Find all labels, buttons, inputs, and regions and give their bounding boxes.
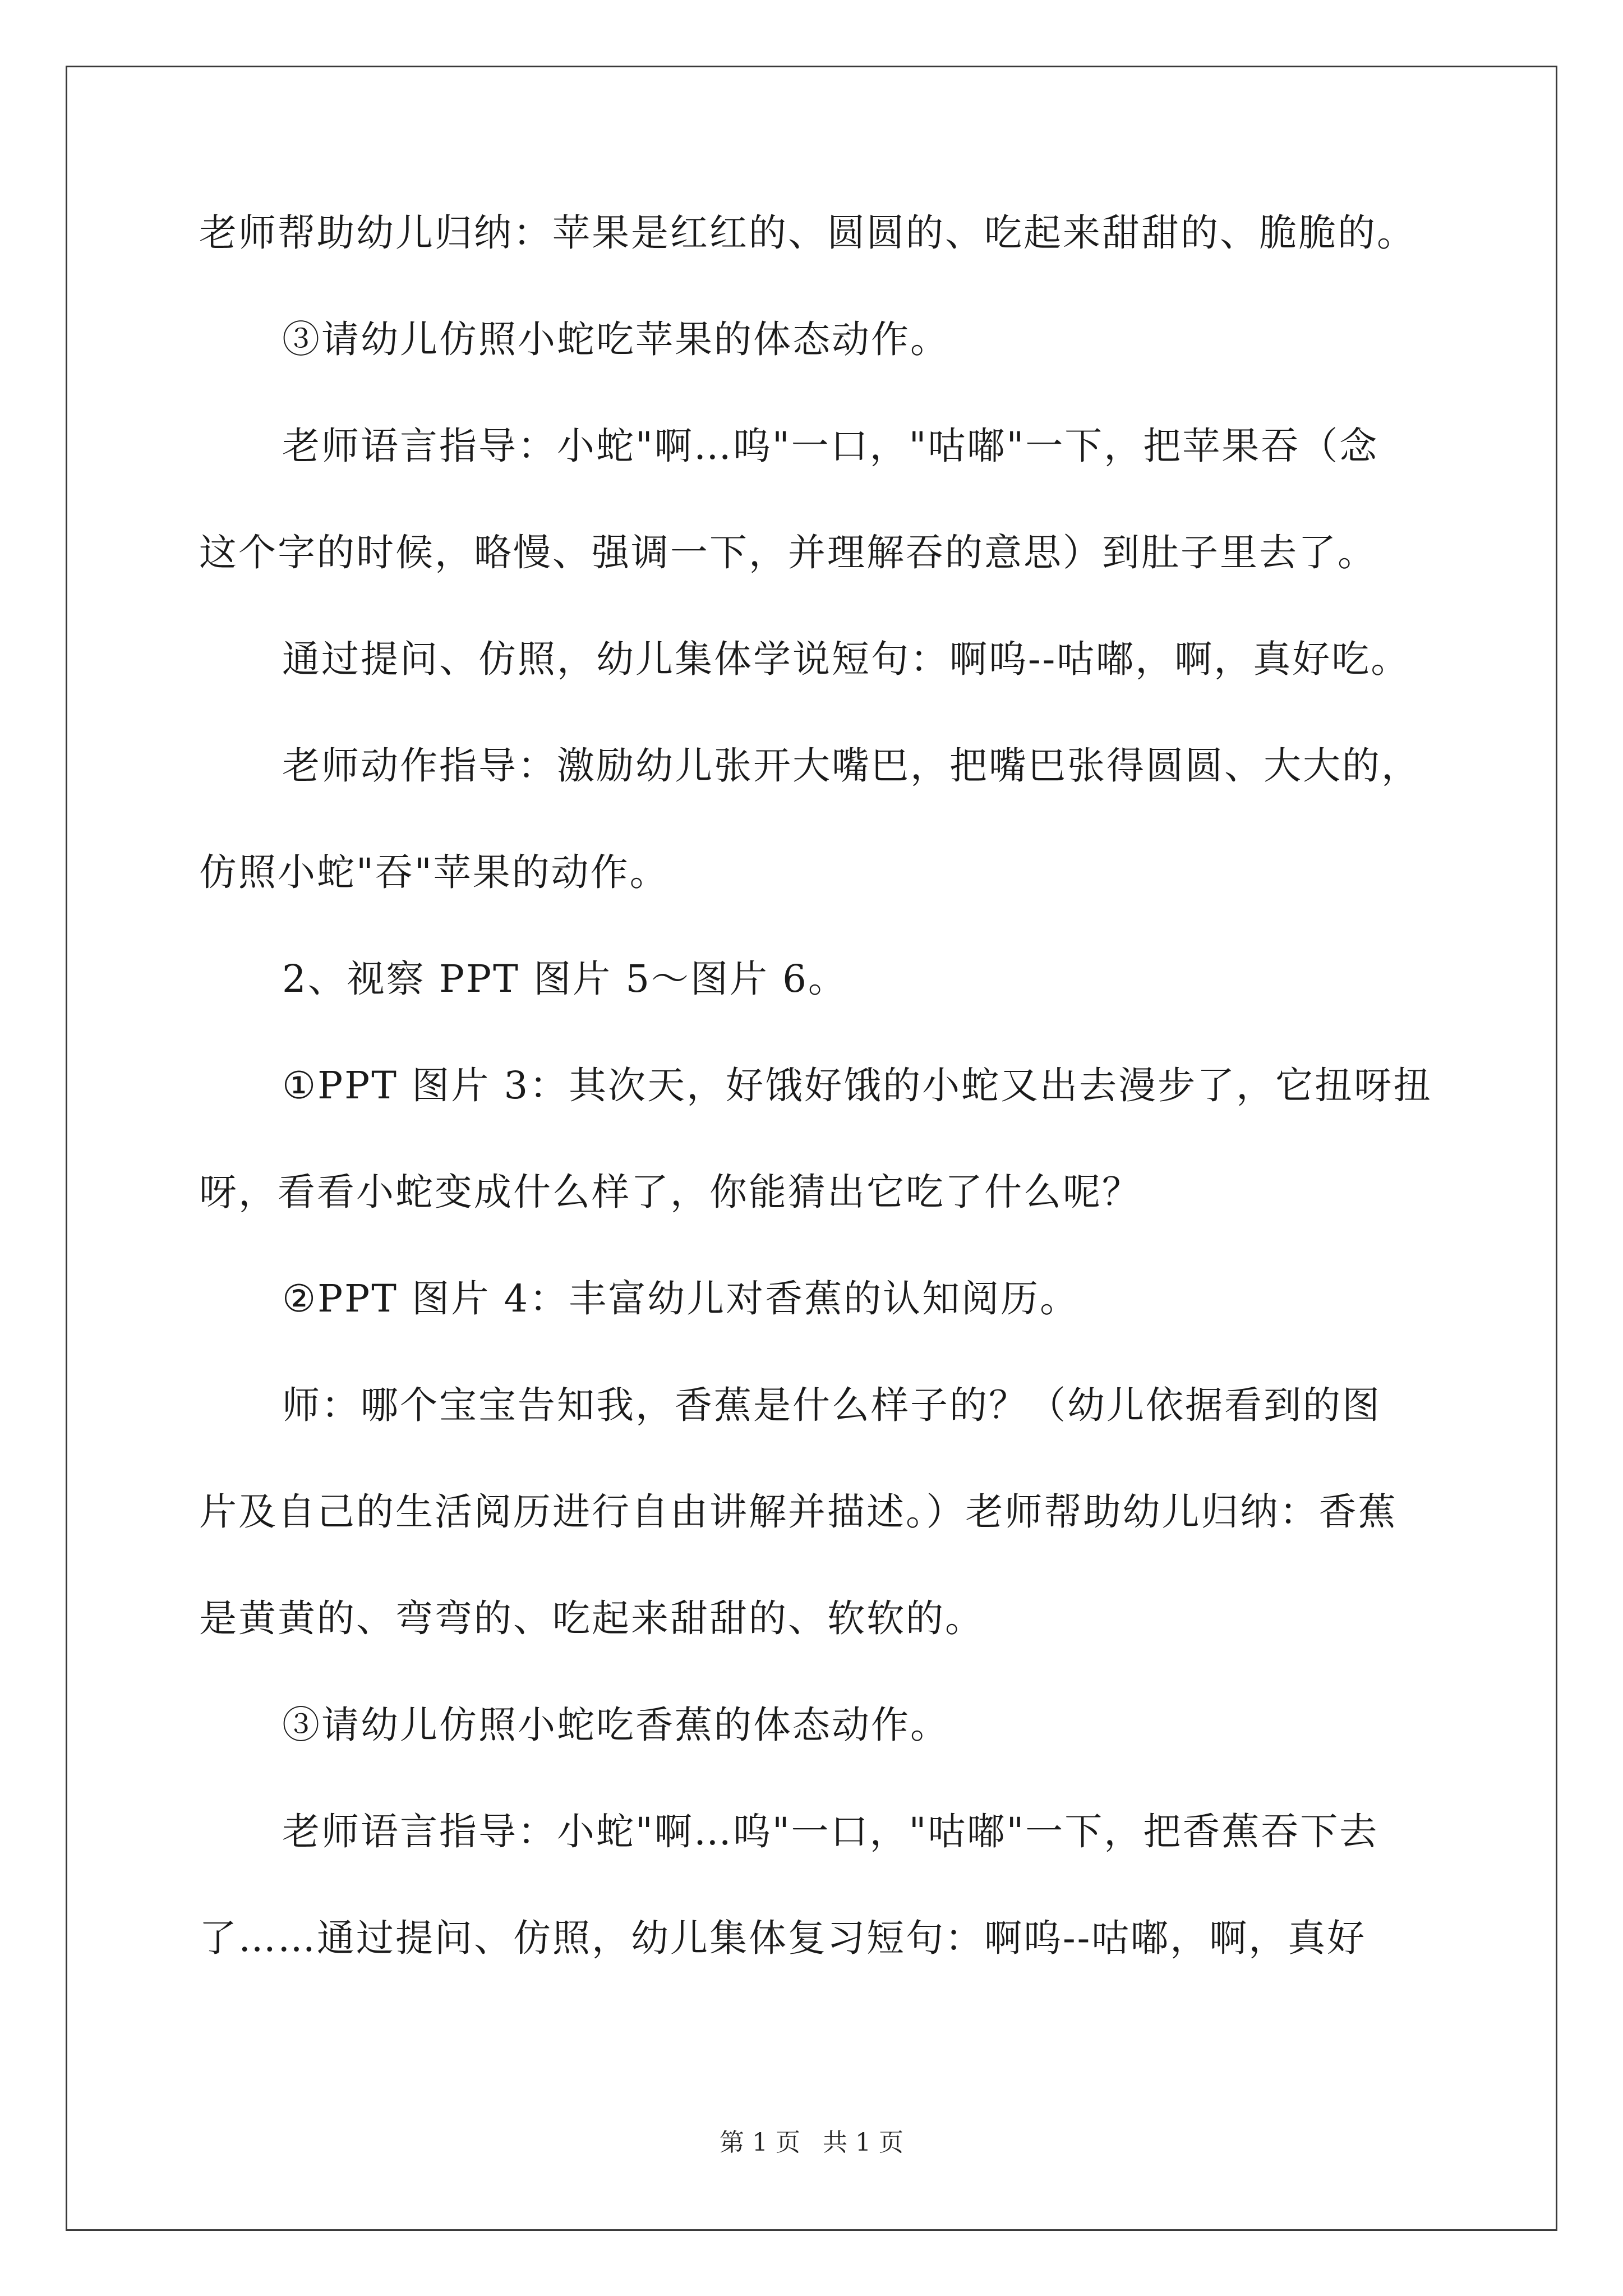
text-line: 通过提问、仿照，幼儿集体学说短句：啊呜--咕嘟，啊，真好吃。 (282, 637, 1410, 681)
page-number-total: 共 1 页 (823, 2128, 903, 2157)
text-line: 呀，看看小蛇变成什么样了，你能猜出它吃了什么呢？ (199, 1170, 1141, 1214)
text-line: 片及自己的生活阅历进行自由讲解并描述。）老师帮助幼儿归纳：香蕉 (199, 1490, 1398, 1534)
text-line: 师：哪个宝宝告知我，香蕉是什么样子的？（幼儿依据看到的图 (282, 1383, 1381, 1427)
text-line: 老师帮助幼儿归纳：苹果是红红的、圆圆的、吃起来甜甜的、脆脆的。 (199, 211, 1416, 255)
page-footer (0, 2129, 1623, 2157)
text-line: 2、视察 PPT 图片 5～图片 6。 (282, 957, 847, 1001)
text-line: ③请幼儿仿照小蛇吃苹果的体态动作。 (282, 318, 949, 361)
text-line: 是黄黄的、弯弯的、吃起来甜甜的、软软的。 (199, 1596, 984, 1640)
page-number-current: 第 1 页 (720, 2128, 800, 2157)
text-line: 老师语言指导：小蛇"啊…呜"一口，"咕嘟"一下，把苹果吞（念 (282, 424, 1379, 468)
page-frame (66, 66, 1557, 2231)
text-line: ②PPT 图片 4：丰富幼儿对香蕉的认知阅历。 (282, 1277, 1080, 1320)
text-line: ①PPT 图片 3：其次天，好饿好饿的小蛇又出去漫步了，它扭呀扭 (282, 1064, 1433, 1107)
text-line: 这个字的时候，略慢、强调一下，并理解吞的意思）到肚子里去了。 (199, 531, 1377, 574)
text-line: 仿照小蛇"吞"苹果的动作。 (199, 850, 669, 894)
text-line: ③请幼儿仿照小蛇吃香蕉的体态动作。 (282, 1703, 949, 1747)
text-line: 了……通过提问、仿照，幼儿集体复习短句：啊呜--咕嘟，啊，真好 (199, 1916, 1367, 1960)
text-line: 老师动作指导：激励幼儿张开大嘴巴，把嘴巴张得圆圆、大大的， (282, 744, 1421, 788)
text-line: 老师语言指导：小蛇"啊…呜"一口，"咕嘟"一下，把香蕉吞下去 (282, 1810, 1379, 1853)
